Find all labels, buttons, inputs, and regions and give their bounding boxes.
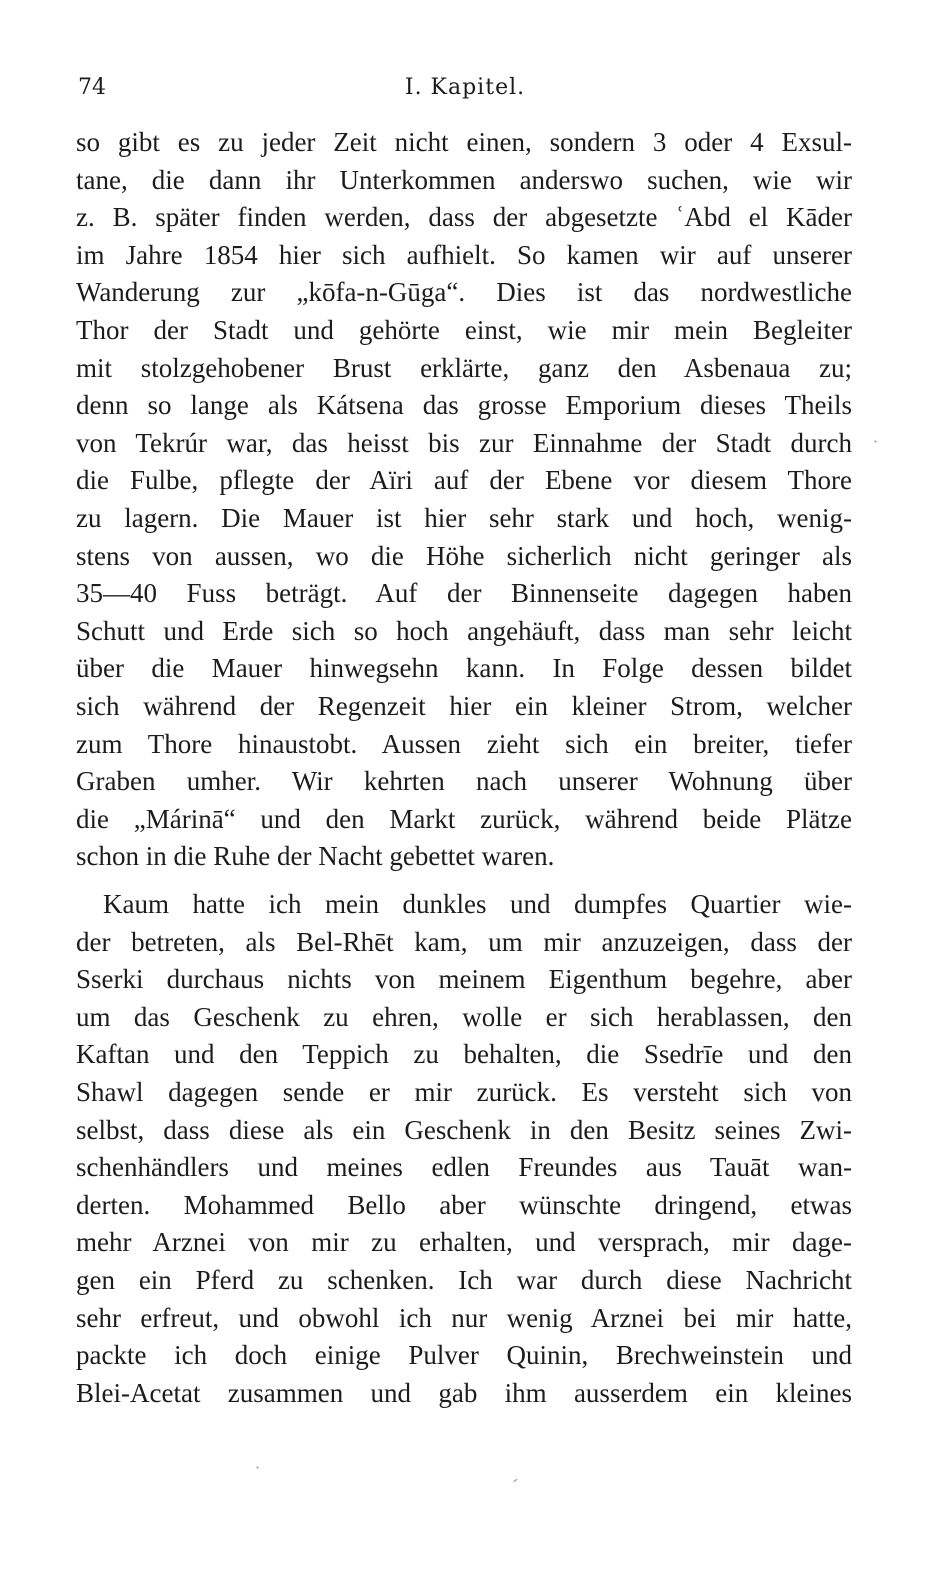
- text-line: derten. Mohammed Bello aber wünschte dringend, etwas: [76, 1189, 852, 1220]
- text-line: Blei-Acetat zusammen und gab ihm ausserdem ein kleines: [76, 1377, 852, 1408]
- text-line: schon in die Ruhe der Nacht gebettet waren.: [76, 841, 555, 872]
- text-line: mehr Arznei von mir zu erhalten, und versprach, mir dage-: [76, 1227, 852, 1258]
- text-line: gen ein Pferd zu schenken. Ich war durch diese Nachricht: [76, 1264, 852, 1295]
- text-line: 35—40 Fuss beträgt. Auf der Binnenseite dagegen haben: [76, 578, 852, 609]
- text-line: tane, die dann ihr Unterkommen anderswo suchen, wie wir: [76, 164, 852, 195]
- print-speck: -: [506, 1470, 523, 1489]
- text-line: die Fulbe, pflegte der Aïri auf der Ebene vor diesem Thore: [76, 465, 852, 496]
- print-speck: ·: [255, 1458, 261, 1477]
- paragraph-2: [76, 886, 852, 1412]
- text-line: Thor der Stadt und gehörte einst, wie mir mein Begleiter: [76, 314, 852, 345]
- text-line: schenhändlers und meines edlen Freundes aus Tauāt wan-: [76, 1152, 852, 1183]
- text-line: stens von aussen, wo die Höhe sicherlich nicht geringer als: [76, 540, 852, 571]
- text-line: packte ich doch einige Pulver Quinin, Brechweinstein und: [76, 1340, 852, 1371]
- text-line: der betreten, als Bel-Rhēt kam, um mir anzuzeigen, dass der: [76, 926, 852, 957]
- text-line: zu lagern. Die Mauer ist hier sehr stark und hoch, wenig-: [76, 502, 852, 533]
- text-line: Sserki durchaus nichts von meinem Eigenthum begehre, aber: [76, 964, 852, 995]
- text-line: mit stolzgehobener Brust erklärte, ganz den Asbenaua zu;: [76, 352, 852, 383]
- text-line: im Jahre 1854 hier sich aufhielt. So kamen wir auf unserer: [76, 239, 852, 270]
- text-line: z. B. später finden werden, dass der abgesetzte ʿAbd el Kāder: [76, 202, 852, 233]
- text-line: die „Márinā“ und den Markt zurück, während beide Plätze: [76, 803, 852, 834]
- page-number: 74: [78, 75, 106, 100]
- text-line: über die Mauer hinwegsehn kann. In Folge dessen bildet: [76, 653, 852, 684]
- text-line: Schutt und Erde sich so hoch angehäuft, dass man sehr leicht: [76, 615, 852, 646]
- text-line: so gibt es zu jeder Zeit nicht einen, sondern 3 oder 4 Exsul-: [76, 127, 852, 157]
- text-line: zum Thore hinaustobt. Aussen zieht sich ein breiter, tiefer: [76, 728, 852, 759]
- print-speck: ·: [873, 432, 879, 451]
- text-line: Kaftan und den Teppich zu behalten, die Ssedrīe und den: [76, 1039, 852, 1070]
- text-line: um das Geschenk zu ehren, wolle er sich herablassen, den: [76, 1001, 852, 1032]
- text-line: Wanderung zur „kōfa-n-Gūga“. Dies ist das nordwestliche: [76, 277, 852, 308]
- paragraph-1: [76, 124, 852, 876]
- text-line: sehr erfreut, und obwohl ich nur wenig Arznei bei mir hatte,: [76, 1302, 852, 1333]
- text-line: denn so lange als Kátsena das grosse Emporium dieses Theils: [76, 390, 852, 421]
- running-head: I. Kapitel.: [404, 75, 526, 100]
- text-line: Kaum hatte ich mein dunkles und dumpfes Quartier wie-: [103, 889, 852, 919]
- text-line: selbst, dass diese als ein Geschenk in den Besitz seines Zwi-: [76, 1114, 852, 1145]
- text-line: Graben umher. Wir kehrten nach unserer Wohnung über: [76, 766, 852, 797]
- text-line: von Tekrúr war, das heisst bis zur Einnahme der Stadt durch: [76, 427, 852, 458]
- text-line: Shawl dagegen sende er mir zurück. Es versteht sich von: [76, 1076, 852, 1107]
- text-line: sich während der Regenzeit hier ein kleiner Strom, welcher: [76, 690, 852, 721]
